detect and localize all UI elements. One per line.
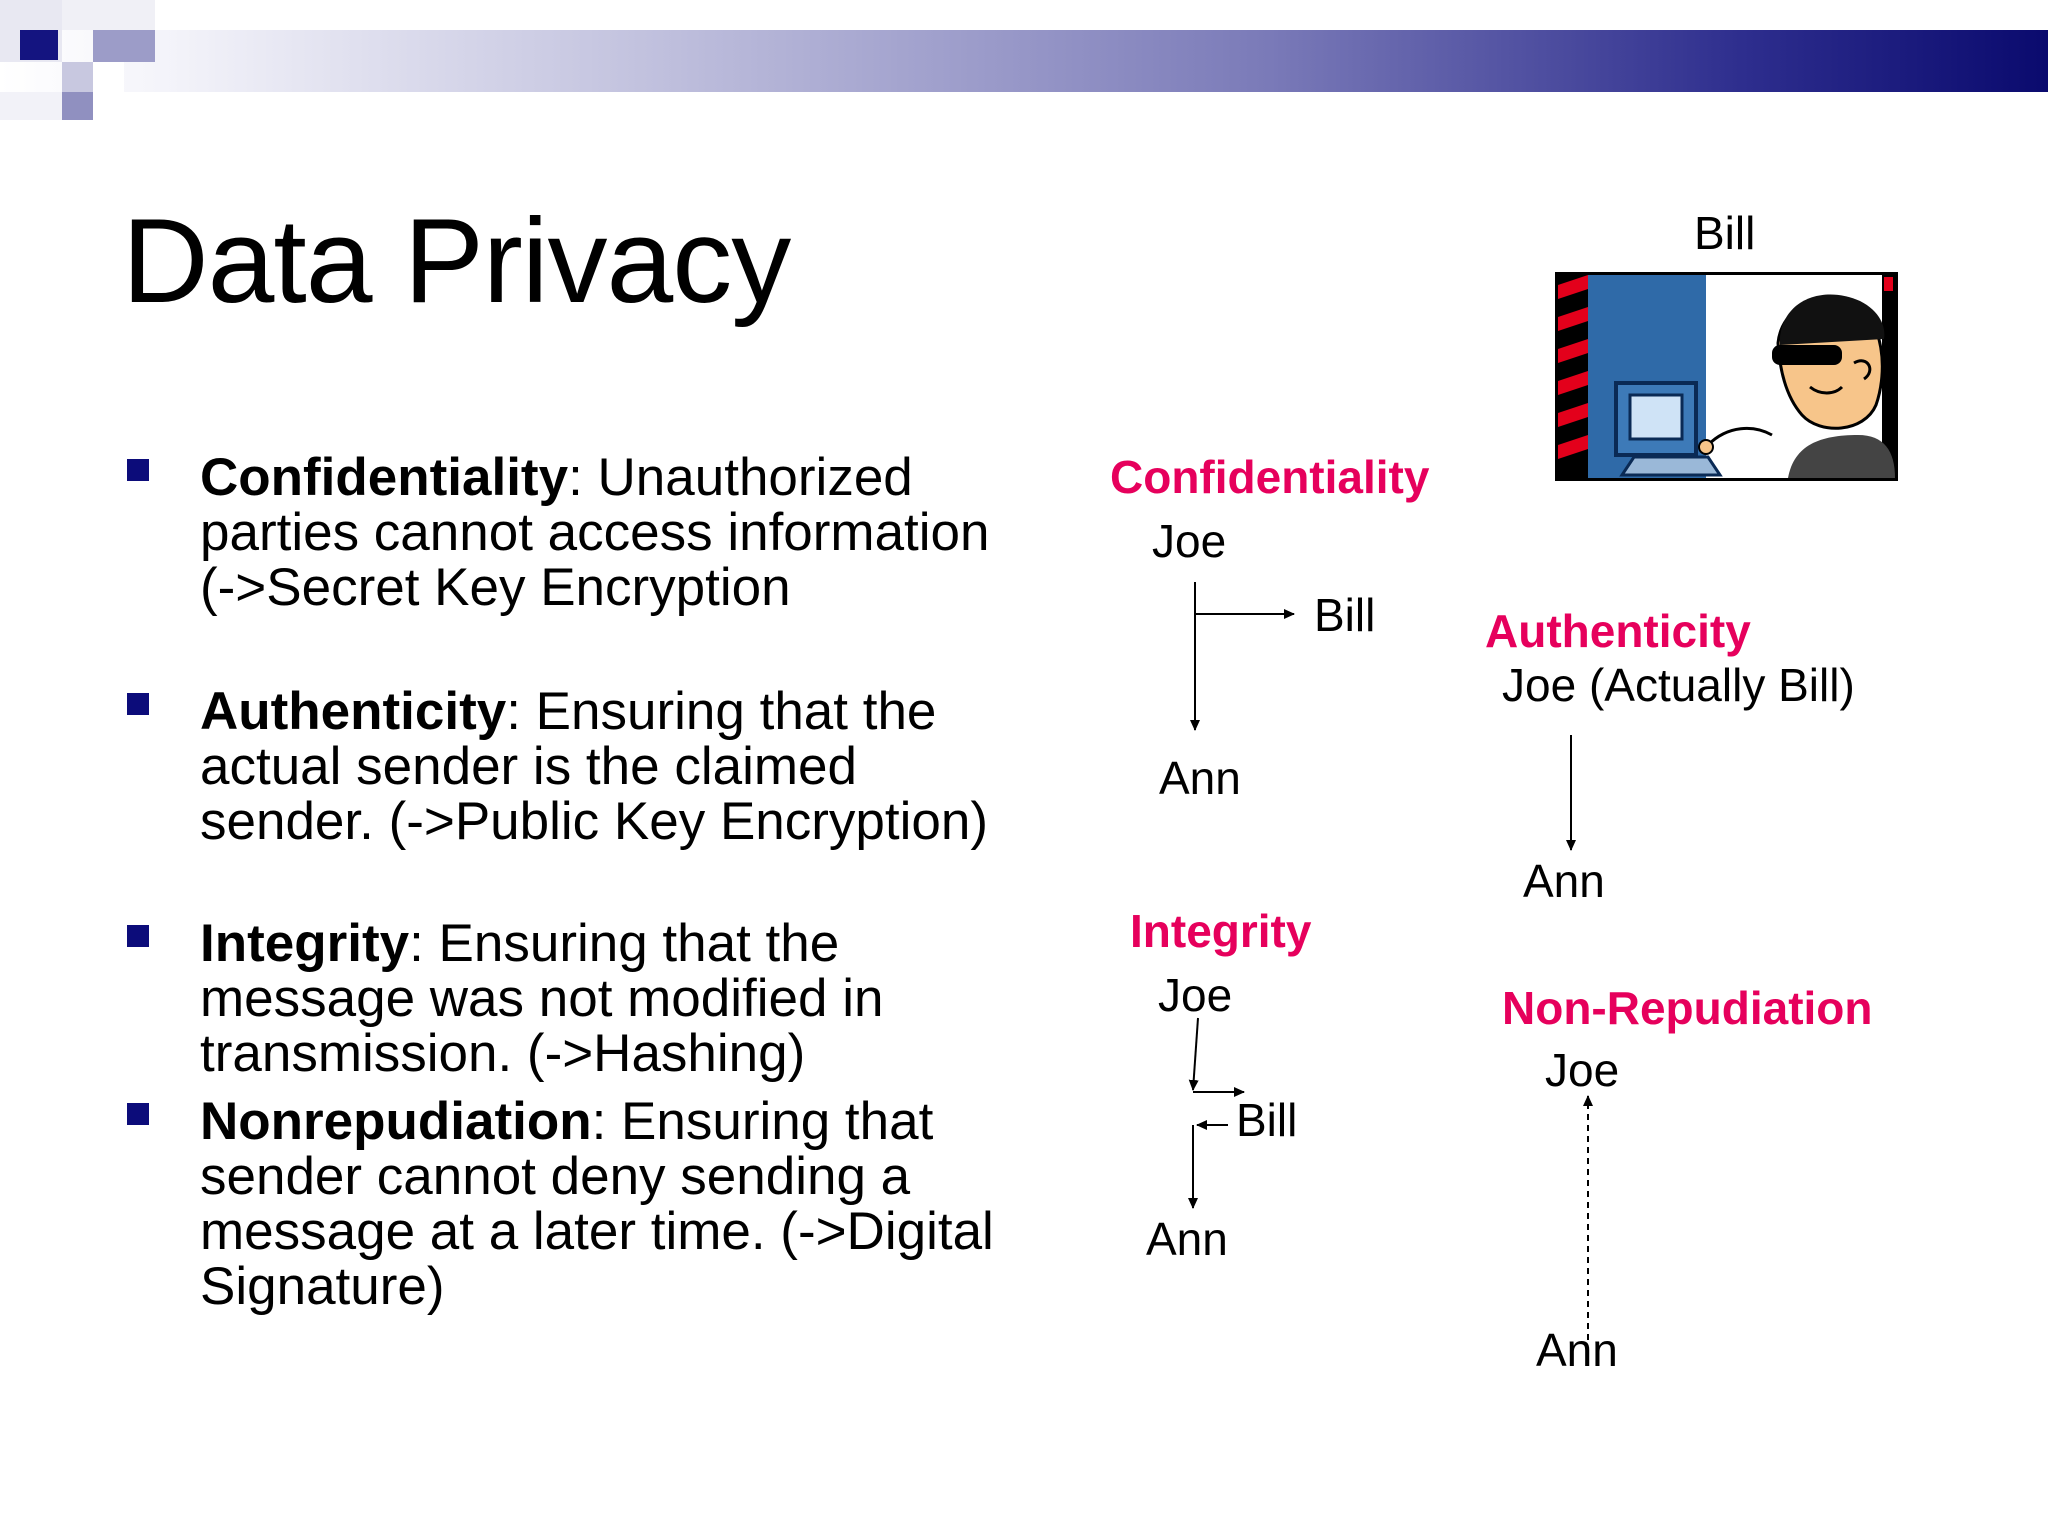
authenticity-heading: Authenticity bbox=[1485, 605, 1751, 657]
non-repudiation-heading: Non-Repudiation bbox=[1502, 982, 1873, 1034]
bullet-term: Integrity bbox=[200, 914, 410, 973]
integrity-ann-label: Ann bbox=[1146, 1213, 1228, 1265]
confidentiality-arrows bbox=[1195, 582, 1294, 730]
confidentiality-heading: Confidentiality bbox=[1110, 451, 1430, 503]
bullet-text: : Ensuring that the message was not modified in transmission. (->Hashing) bbox=[200, 914, 884, 1083]
integrity-heading: Integrity bbox=[1130, 905, 1312, 957]
non-repudiation-ann-label: Ann bbox=[1536, 1324, 1618, 1376]
slide-title: Data Privacy bbox=[122, 194, 791, 328]
bullet-text: : Ensuring that sender cannot deny sending a message at a later time. (->Digital Signature) bbox=[200, 1092, 994, 1316]
bullet-text: : Unauthorized parties cannot access information (->Secret Key Encryption bbox=[200, 448, 990, 617]
confidentiality-bill-label: Bill bbox=[1314, 589, 1376, 641]
authenticity-sender-label: Joe (Actually Bill) bbox=[1502, 659, 1855, 711]
bullet-term: Authenticity bbox=[200, 682, 507, 741]
bullet-text: : Ensuring that the actual sender is the claimed sender. (->Public Key Encryption) bbox=[200, 682, 989, 851]
hacker-bill-label: Bill bbox=[1694, 207, 1756, 259]
integrity-bill-label: Bill bbox=[1236, 1094, 1298, 1146]
confidentiality-joe-label: Joe bbox=[1152, 515, 1227, 567]
bullet-term: Nonrepudiation bbox=[200, 1092, 592, 1151]
integrity-joe-label: Joe bbox=[1158, 969, 1233, 1021]
authenticity-ann-label: Ann bbox=[1523, 855, 1605, 907]
confidentiality-ann-label: Ann bbox=[1159, 752, 1241, 804]
bullet-term: Confidentiality bbox=[200, 448, 569, 507]
non-repudiation-joe-label: Joe bbox=[1545, 1044, 1620, 1096]
